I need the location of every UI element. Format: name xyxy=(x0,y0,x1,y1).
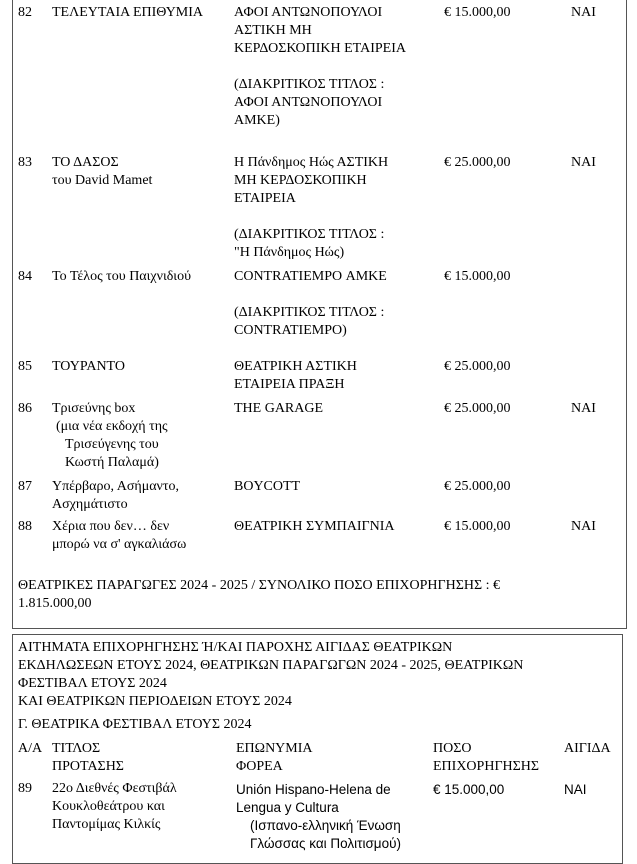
row-organization: ΘΕΑΤΡΙΚΗ ΣΥΜΠΑΙΓΝΙΑ xyxy=(234,519,395,534)
row-number: 86 xyxy=(18,401,32,416)
column-header-aegis: ΑΙΓΙΔΑ xyxy=(564,741,611,756)
row-aegis: ΝΑΙ xyxy=(571,519,596,534)
section-heading: ΑΙΤΗΜΑΤΑ ΕΠΙΧΟΡΗΓΗΣΗΣ Ή/ΚΑΙ ΠΑΡΟΧΗΣ ΑΙΓΙΔΑΣ ΘΕΑΤΡΙΚΩΝ ΕΚΔΗΛΩΣΕΩΝ ΕΤΟΥΣ 2024, ΘΕΑΤΡΙΚΩΝ ΠΑΡΑΓΩΓΩΝ 2024 - 2025, ΘΕΑΤΡΙΚΩΝ ΦΕΣΤΙΒΑΛ ΕΤΟΥΣ 2024 ΚΑΙ ΘΕΑΤΡΙΚΩΝ ΠΕΡΙΟΔΕΙΩΝ ΕΤΟΥΣ 2024 xyxy=(18,640,524,709)
row-number: 85 xyxy=(18,359,32,374)
row-number: 88 xyxy=(18,519,32,534)
row-organization: ΑΦΟΙ ΑΝΤΩΝΟΠΟΥΛΟΙ ΑΣΤΙΚΗ ΜΗ ΚΕΡΔΟΣΚΟΠΙΚΗ ΕΤΑΙΡΕΙΑ (ΔΙΑΚΡΙΤΙΚΟΣ ΤΙΤΛΟΣ : ΑΦΟΙ ΑΝΤΩΝΟΠΟΥΛΟΙ ΑΜΚΕ) xyxy=(234,5,406,128)
row-amount: € 15.000,00 xyxy=(433,782,505,797)
row-organization: ΘΕΑΤΡΙΚΗ ΑΣΤΙΚΗ ΕΤΑΙΡΕΙΑ ΠΡΑΞΗ xyxy=(234,359,357,392)
row-number: 87 xyxy=(18,479,32,494)
row-amount: € 25.000,00 xyxy=(444,155,511,170)
row-organization: Η Πάνδημος Ηώς ΑΣΤΙΚΗ ΜΗ ΚΕΡΔΟΣΚΟΠΙΚΗ ΕΤΑΙΡΕΙΑ (ΔΙΑΚΡΙΤΙΚΟΣ ΤΙΤΛΟΣ : "Η Πάνδημος Ηώς) xyxy=(234,155,389,260)
row-number: 83 xyxy=(18,155,32,170)
section-subheading: Γ. ΘΕΑΤΡΙΚΑ ΦΕΣΤΙΒΑΛ ΕΤΟΥΣ 2024 xyxy=(18,717,252,732)
column-header-amount: ΠΟΣΟ ΕΠΙΧΟΡΗΓΗΣΗΣ xyxy=(433,741,540,774)
row-amount: € 15.000,00 xyxy=(444,5,511,20)
row-aegis: ΝΑΙ xyxy=(571,401,596,416)
row-title: Χέρια που δεν… δεν μπορώ να σ' αγκαλιάσω xyxy=(52,519,187,552)
row-amount: € 15.000,00 xyxy=(444,519,511,534)
row-number: 82 xyxy=(18,5,32,20)
row-aegis: ΝΑΙ xyxy=(571,155,596,170)
row-aegis: ΝΑΙ xyxy=(564,782,587,797)
row-organization: CONTRATIEMPO ΑΜΚΕ (ΔΙΑΚΡΙΤΙΚΟΣ ΤΙΤΛΟΣ : CONTRATIEMPO) xyxy=(234,269,387,338)
row-number: 84 xyxy=(18,269,32,284)
row-number: 89 xyxy=(18,781,32,796)
row-organization: Unión Hispano-Helena de Lengua y Cultura (Ισπανο-ελληνική Ένωση Γλώσσας και Πολιτισμού) xyxy=(236,782,401,851)
row-amount: € 25.000,00 xyxy=(444,479,511,494)
row-title: ΤΕΛΕΥΤΑΙΑ ΕΠΙΘΥΜΙΑ xyxy=(52,5,204,20)
row-amount: € 25.000,00 xyxy=(444,359,511,374)
row-organization: BOYCOTT xyxy=(234,479,301,494)
row-title: Το Τέλος του Παιχνιδιού xyxy=(52,269,192,284)
column-header-number: Α/Α xyxy=(18,741,43,756)
row-title: ΤΟΥΡΑΝΤΟ xyxy=(52,359,125,374)
row-title: Υπέρβαρο, Ασήμαντο, Ασχημάτιστο xyxy=(52,479,179,512)
row-amount: € 15.000,00 xyxy=(444,269,511,284)
column-header-organization: ΕΠΩΝΥΜΙΑ ΦΟΡΕΑ xyxy=(236,741,313,774)
row-title: 22ο Διεθνές Φεστιβάλ Κουκλοθεάτρου και Παντομίμας Κιλκίς xyxy=(52,781,177,832)
row-title: Τρισεύνης box (μια νέα εκδοχή της Τρισεύγενης του Κωστή Παλαμά) xyxy=(52,401,168,470)
row-title: ΤΟ ΔΑΣΟΣ του David Mamet xyxy=(52,155,153,188)
total-amount: ΘΕΑΤΡΙΚΕΣ ΠΑΡΑΓΩΓΕΣ 2024 - 2025 / ΣΥΝΟΛΙΚΟ ΠΟΣΟ ΕΠΙΧΟΡΗΓΗΣΗΣ : € 1.815.000,00 xyxy=(18,578,501,611)
row-amount: € 25.000,00 xyxy=(444,401,511,416)
row-aegis: ΝΑΙ xyxy=(571,5,596,20)
column-header-title: ΤΙΤΛΟΣ ΠΡΟΤΑΣΗΣ xyxy=(52,741,124,774)
row-organization: THE GARAGE xyxy=(234,401,324,416)
